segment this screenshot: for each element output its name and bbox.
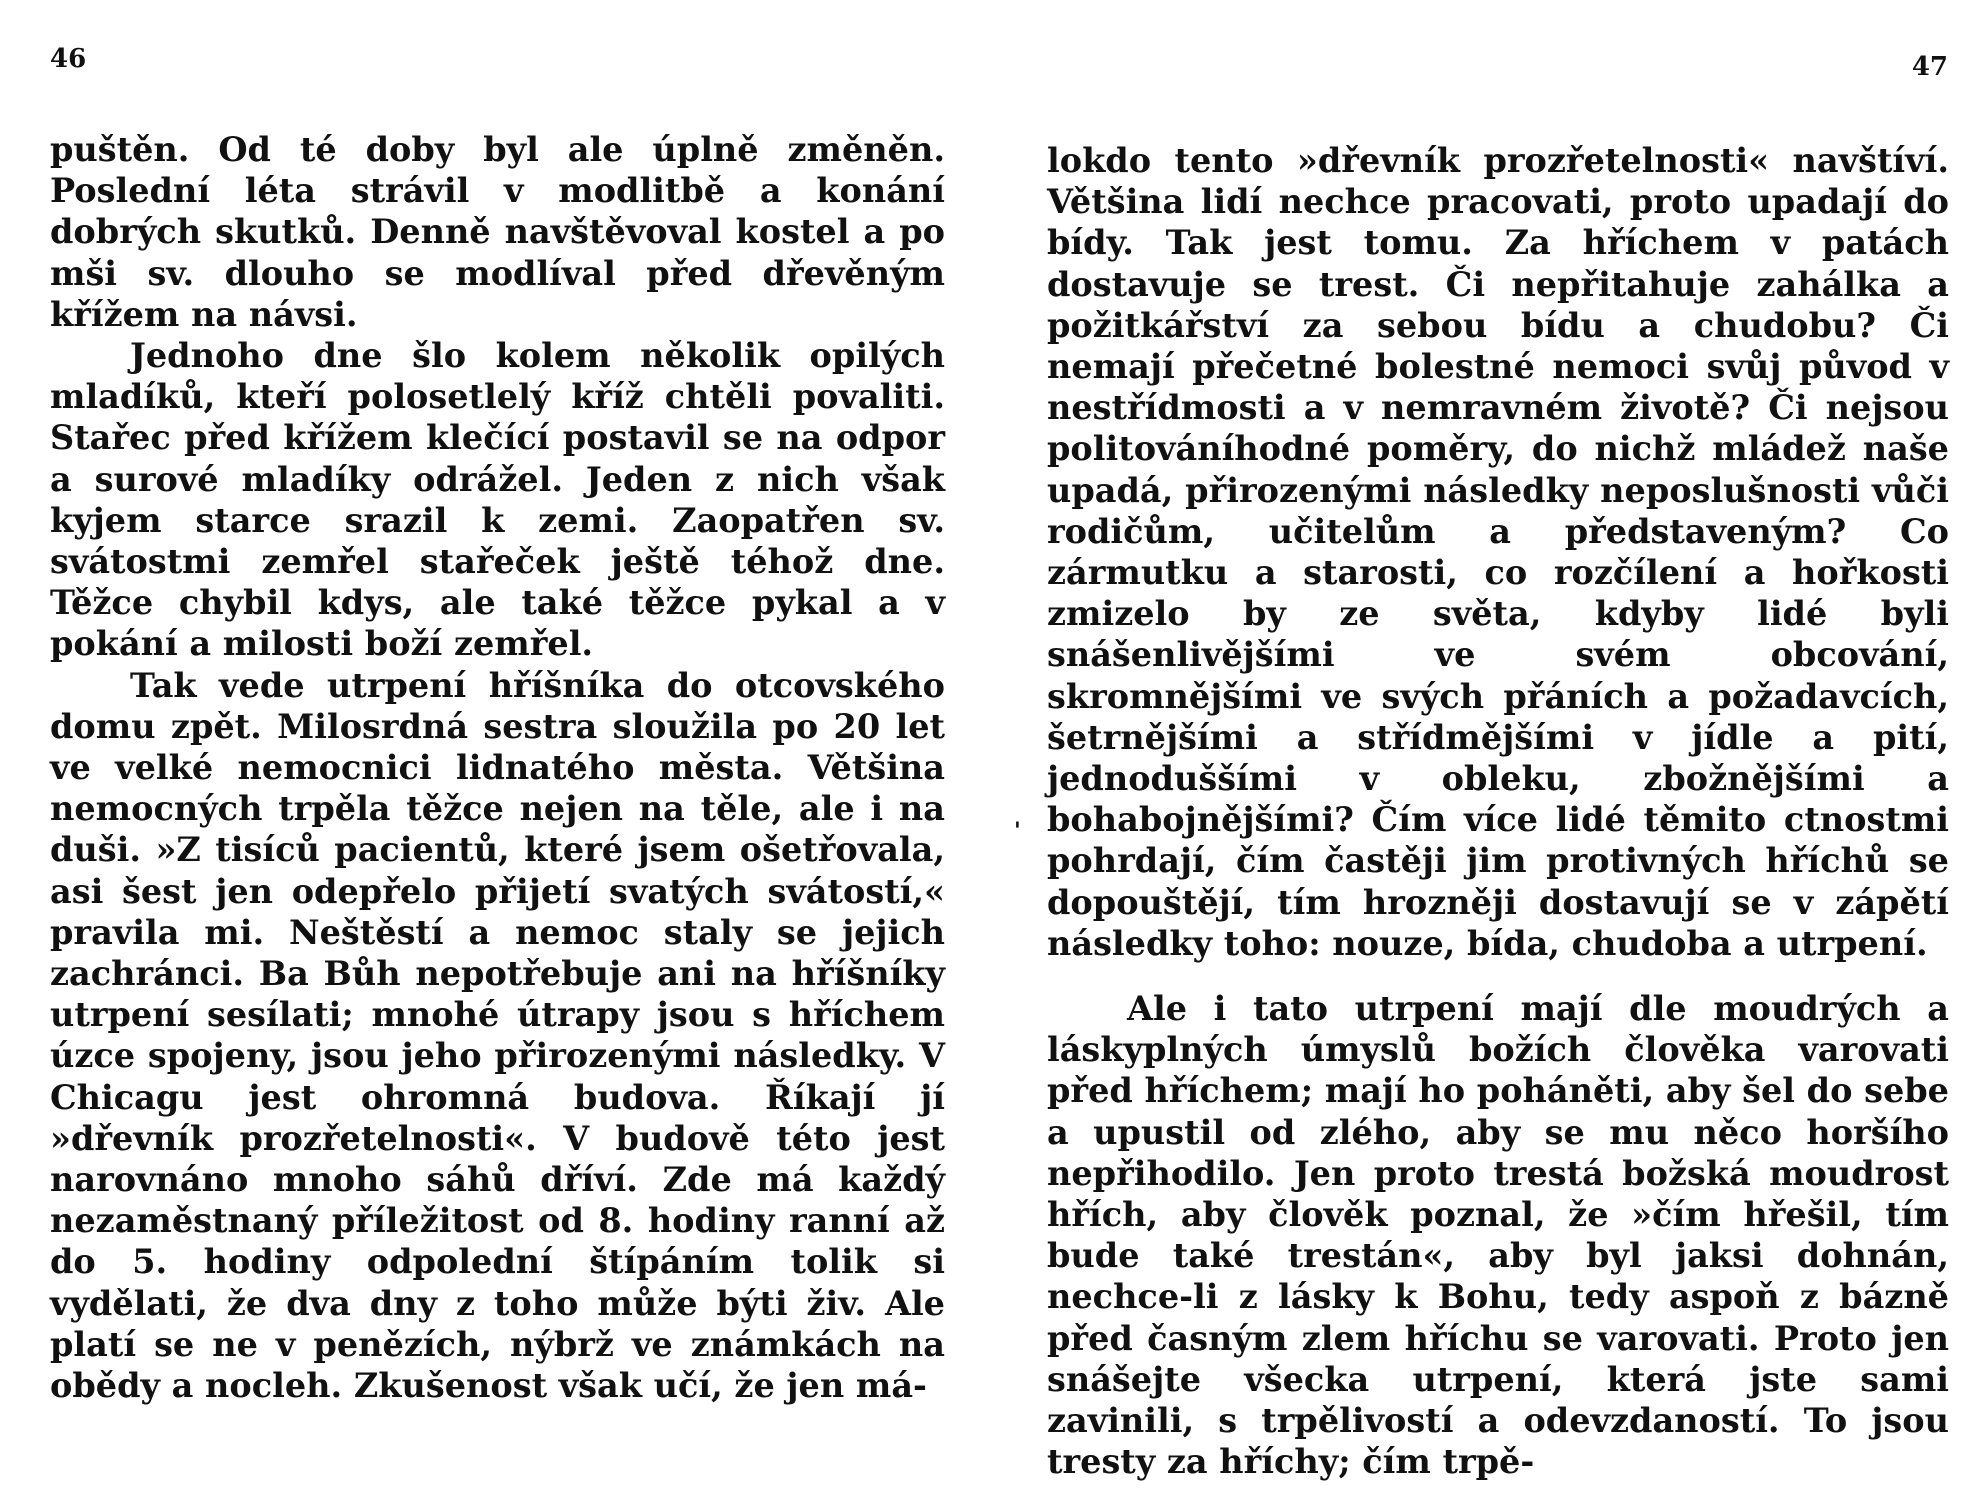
left-page-text [50, 129, 945, 1406]
paragraph: puštěn. Od té doby byl ale úplně změněn. Poslední léta strávil v modlitbě a konání dobrých skutků. Denně navštěvoval kostel a po mši sv. dlouho se modlíval před dřevěným křížem na návsi. [50, 130, 945, 334]
margin-mark: ' [1014, 818, 1021, 844]
right-page-text [1047, 140, 1949, 1483]
page-number-left: 46 [50, 44, 87, 74]
page-number-right: 47 [1911, 52, 1948, 82]
paragraph: lokdo tento »dřevník prozřetelnosti« navštíví. Většina lidí nechce pracovati, proto upadají do bídy. Tak jest tomu. Za hříchem v patách dostavuje se trest. Či nepřitahuje zahálka a požitkářství za sebou bídu a chudobu? Či nemají přečetné bolestné nemoci svůj původ v nestřídmosti a v nemravném životě? Či nejsou politováníhodné poměry, do nichž mládež naše upadá, přirozenými následky neposlušnosti vůči rodičům, učitelům a představeným? Co zármutku a starosti, co rozčílení a hořkosti zmizelo by ze světa, kdyby lidé byli snášenlivějšími ve svém obcování, skromnějšími ve svých přáních a požadavcích, šetrnějšími a střídmějšími v jídle a pití, jednoduššími v obleku, zbožnějšími a bohabojnějšími? Čím více lidé těmito ctnostmi pohrdají, čím častěji jim protivných hříchů se dopouštějí, tím hrozněji dostavují se v zápětí následky toho: nouze, bída, chudoba a utrpení. [1047, 141, 1949, 963]
paragraph: Tak vede utrpení hříšníka do otcovského domu zpět. Milosrdná sestra sloužila po 20 let ve velké nemocnici lidnatého města. Většina nemocných trpěla těžce nejen na těle, ale i na duši. »Z tisíců pacientů, které jsem ošetřovala, asi šest jen odepřelo přijetí svatých svátostí,« pravila mi. Neštěstí a nemoc staly se jejich zachránci. Ba Bůh nepotřebuje ani na hříšníky utrpení sesílati; mnohé útrapy jsou s hříchem úzce spojeny, jsou jeho přirozenými následky. V Chicagu jest ohromná budova. Říkají jí »dřevník prozřetelnosti«. V budově této jest narovnáno mnoho sáhů dříví. Zde má každý nezaměstnaný příležitost od 8. hodiny ranní až do 5. hodiny odpolední štípáním tolik si vydělati, že dva dny z toho může býti živ. Ale platí se ne v penězích, nýbrž ve známkách na obědy a nocleh. Zkušenost však učí, že jen má- [50, 665, 945, 1406]
paragraph: Jednoho dne šlo kolem několik opilých mladíků, kteří polosetlelý kříž chtěli povaliti. Stařec před křížem klečící postavil se na odpor a surové mladíky odrážel. Jeden z nich však kyjem starce srazil k zemi. Zaopatřen sv. svátostmi zemřel stařeček ještě téhož dne. Těžce chybil kdys, ale také těžce pykal a v pokání a milosti boží zemřel. [50, 336, 945, 664]
paragraph: Ale i tato utrpení mají dle moudrých a láskyplných úmyslů božích člověka varovati před hříchem; mají ho poháněti, aby šel do sebe a upustil od zlého, aby se mu něco horšího nepřihodilo. Jen proto trestá božská moudrost hřích, aby člověk poznal, že »čím hřešil, tím bude také trestán«, aby byl jaksi dohnán, nechce-li z lásky k Bohu, tedy aspoň z bázně před časným zlem hříchu se varovati. Proto jen snášejte všecka utrpení, která jste sami zavinili, s trpělivostí a odevzdaností. To jsou tresty za hříchy; čím trpě- [1047, 989, 1949, 1482]
